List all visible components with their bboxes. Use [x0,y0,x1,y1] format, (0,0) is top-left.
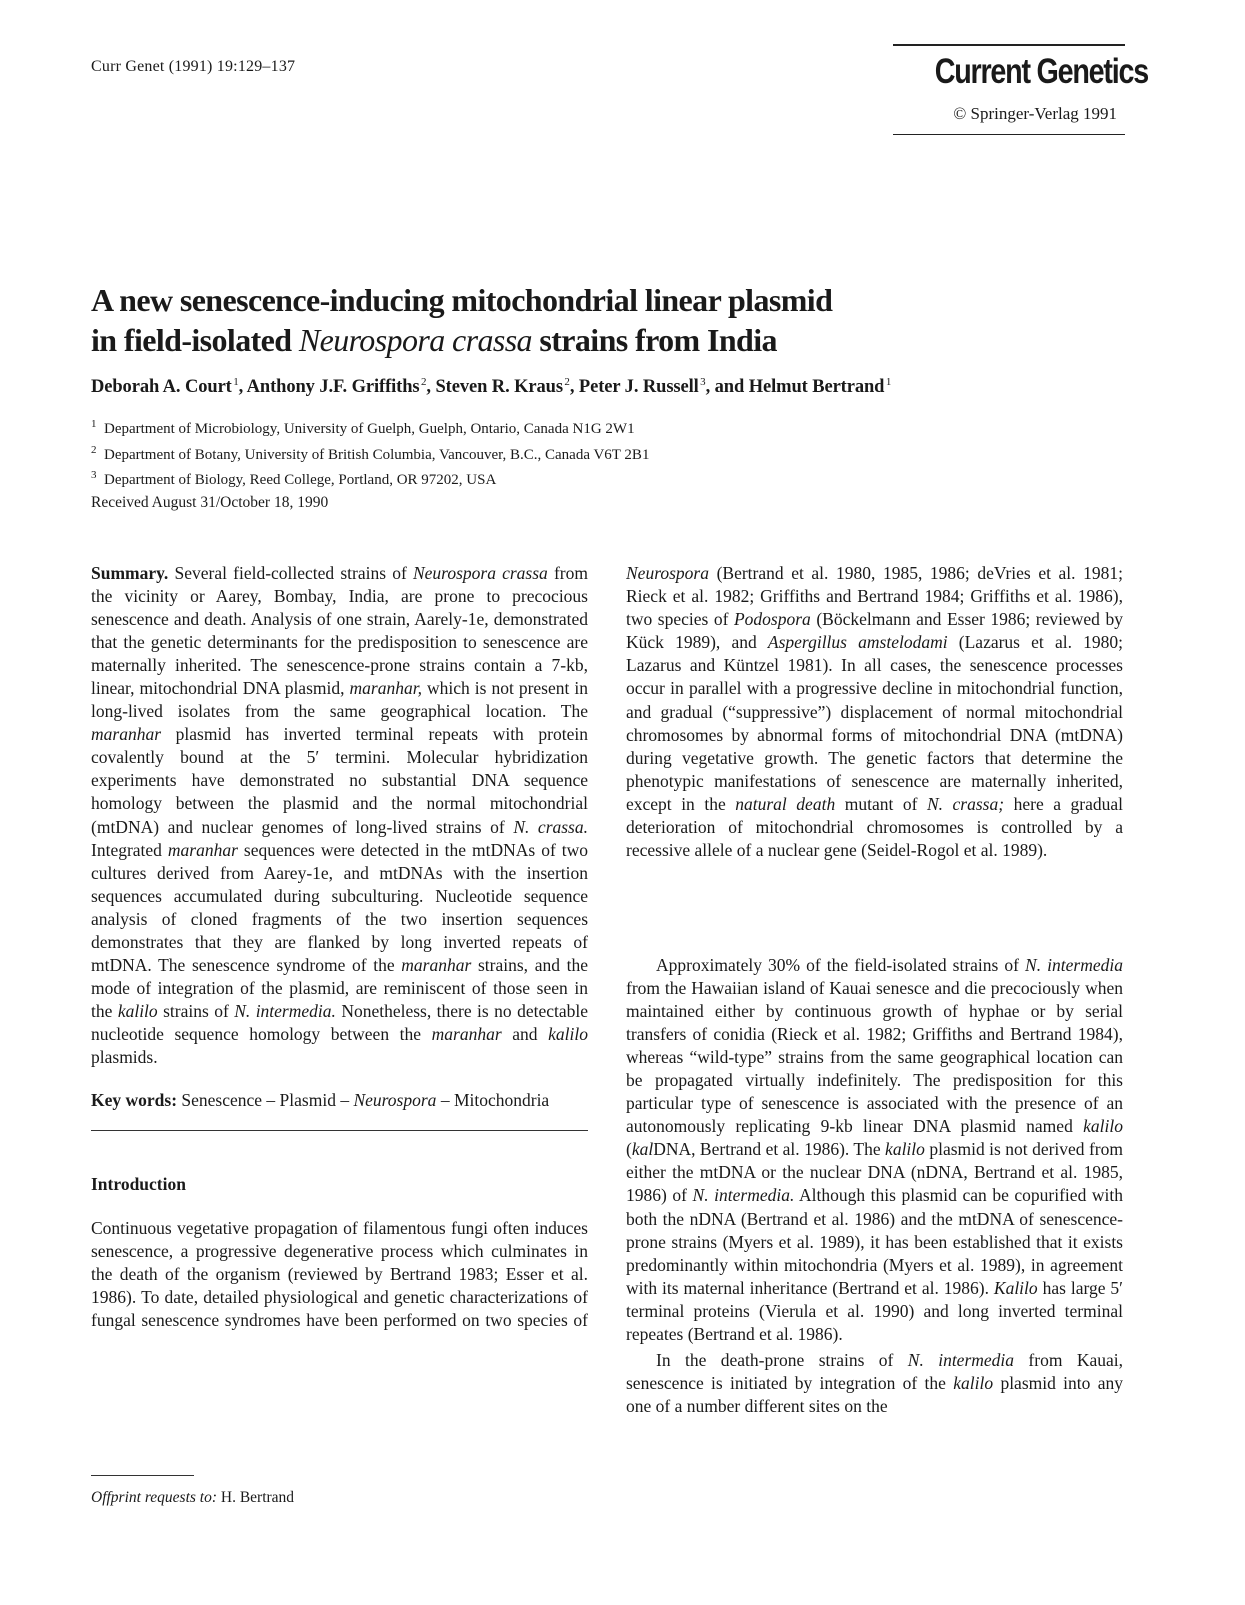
author: Helmut Bertrand [748,377,885,398]
title-line-2-pre: in field-isolated [91,322,299,358]
masthead-rule-top [893,44,1125,46]
author-affiliation-mark: 1 [885,376,892,388]
received-date: Received August 31/October 18, 1990 [91,494,329,511]
author-affiliation-mark: 2 [564,376,570,388]
column-right [626,562,1123,1418]
intro-paragraph-2: Approximately 30% of the field-isolated strains of N. intermedia from the Hawaiian island of Kauai senesce and die precociously when maintained either by continuous growth of hyphae or by serial transfers of conidia (Rieck et al. 1982; Griffiths and Bertrand 1984), whereas “wild-type” strains from the same geographical location can be propagated virtually indefinitely. The predisposition for this particular type of senescence is associated with the presence of an autonomously replicating 9-kb linear DNA plasmid named kalilo (kalDNA, Bertrand et al. 1986). The kalilo plasmid is not derived from either the mtDNA or the nuclear DNA (nDNA, Bertrand et al. 1985, 1986) of N. intermedia. Although this plasmid can be copurified with both the nDNA (Bertrand et al. 1986) and the mtDNA of senescence-prone strains (Myers et al. 1989), it has been established that it exists predominantly within mitochondria (Myers et al. 1989), in agreement with its maternal inheritance (Bertrand et al. 1986). Kalilo has large 5′ terminal proteins (Vierula et al. 1990) and long inverted terminal repeates (Bertrand et al. 1986). [626,955,1123,1344]
author: Deborah A. Court [91,377,232,398]
offprint-footnote [91,1489,294,1507]
keywords-divider [91,1130,588,1131]
intro-paragraph-1-part-1 [91,1217,588,1332]
journal-masthead [893,44,1148,135]
author-affiliation-mark: 3 [700,376,706,388]
publisher-copyright: © Springer-Verlag 1991 [953,104,1117,123]
author: Anthony J.F. Griffiths [246,377,420,398]
intro-paragraph-3: In the death-prone strains of N. intermedia from Kauai, senescence is initiated by integration of the kalilo plasmid into any one of a number different sites on the [626,1349,1123,1416]
summary-text: Several field-collected strains of Neurospora crassa from the vicinity or Aarey, Bombay, India, are prone to precocious senescence and death. Analysis of one strain, Aarely-1e, demonstrated that the genetic determinants for the predisposition to senescence are maternally inherited. The senescence-prone strains contain a 7-kb, linear, mitochondrial DNA plasmid, maranhar, which is not present in long-lived isolates from the same geographical location. The maranhar plasmid has inverted terminal repeats with protein covalently bound at the 5′ termini. Molecular hybridization experiments have demonstrated no substantial DNA sequence homology between the plasmid and the normal mitochondrial (mtDNA) and nuclear genomes of long-lived strains of N. crassa. Integrated maranhar sequences were detected in the mtDNAs of two cultures derived from Aarey-1e, and mtDNAs with the insertion sequences accumulated during subculturing. Nucleotide sequence analysis of cloned fragments of the two insertion sequences demonstrates that they are flanked by long inverted repeats of mtDNA. The senescence syndrome of the maranhar strains, and the mode of integration of the plasmid, are reminiscent of those seen in the kalilo strains of N. intermedia. Nonetheless, there is no detectable nucleotide sequence homology between the maranhar and kalilo plasmids. [91,563,588,1067]
author-affiliation-mark: 1 [233,376,239,388]
footnote-rule [91,1475,194,1476]
intro-paragraph-1-flow: Neurospora (Bertrand et al. 1980, 1985, 1986; deVries et al. 1981; Rieck et al. 1982; Griffiths and Bertrand 1984; Griffiths et al. 1986), two species of Podospora (Böckelmann and Esser 1986; reviewed by Kück 1989), and Aspergillus amstelodami (Lazarus et al. 1980; Lazarus and Küntzel 1981). In all cases, the senescence processes occur in parallel with a progressive decline in mitochondrial function, and gradual (“suppressive”) displacement of normal mitochondrial chromosomes by abnormal forms of mitochondrial DNA (mtDNA) during vegetative growth. The genetic factors that determine the phenotypic manifestations of senescence are maternally inherited, except in the natural death mutant of N. crassa; here a gradual deterioration of mitochondrial chromosomes is controlled by a recessive allele of a nuclear gene (Seidel-Rogol et al. 1989). [626,563,1123,860]
offprint-label: Offprint requests to: [91,1489,218,1506]
affiliation-text: Department of Botany, University of British Columbia, Vancouver, B.C., Canada V6T 2B1 [104,446,650,463]
affiliation [91,465,649,491]
affiliation-number: 2 [91,443,97,456]
author: Steven R. Kraus [435,377,563,398]
title-line-1: A new senescence-inducing mitochondrial linear plasmid [91,282,833,318]
affiliations [91,414,649,491]
article-title [91,280,991,360]
column-left [91,562,588,1332]
affiliation-text: Department of Microbiology, University of Guelph, Guelph, Ontario, Canada N1G 2W1 [104,421,635,437]
journal-name: Current Genetics [934,52,1148,91]
intro-paragraph-1-text: Continuous vegetative propagation of filamentous fungi often induces senescence, a progressive degenerative process which culminates in the death of the organism (reviewed by Bertrand 1983; Esser et al. 1986). To date, detailed physiological and genetic characterizations of fungal senescence syndromes have been performed on two species of [91,1218,588,1331]
keywords-label: Key words: [91,1090,178,1111]
keywords-text: Senescence – Plasmid – Neurospora – Mitochondria [177,1090,550,1111]
author-list: Deborah A. Court $^1$, Anthony J.F. Griffiths $^2$, Steven R. Kraus $^2$, Peter J. Russell $^3$, and Helmut Bertrand $^1$ [91,376,892,398]
affiliation-text: Department of Biology, Reed College, Portland, OR 97202, USA [104,472,497,488]
offprint-name: H. Bertrand [217,1489,295,1506]
section-heading-introduction: Introduction [91,1174,186,1195]
summary-label: Summary. [91,563,169,583]
journal-citation: Curr Genet (1991) 19:129–137 [91,58,296,75]
masthead-rule-bottom [893,134,1125,135]
intro-paragraph-1-continued [626,562,1123,954]
affiliation [91,414,649,440]
keywords [91,1089,588,1112]
title-species: Neurospora crassa [298,322,532,358]
title-line-2 [91,320,991,360]
author-affiliation-mark: 2 [421,376,427,388]
affiliation-number: 3 [91,469,97,481]
author: Peter J. Russell [578,377,699,398]
summary-paragraph [91,562,588,1069]
affiliation-number: 1 [91,418,97,430]
title-line-2-post: strains from India [531,322,777,358]
affiliation [91,440,649,466]
